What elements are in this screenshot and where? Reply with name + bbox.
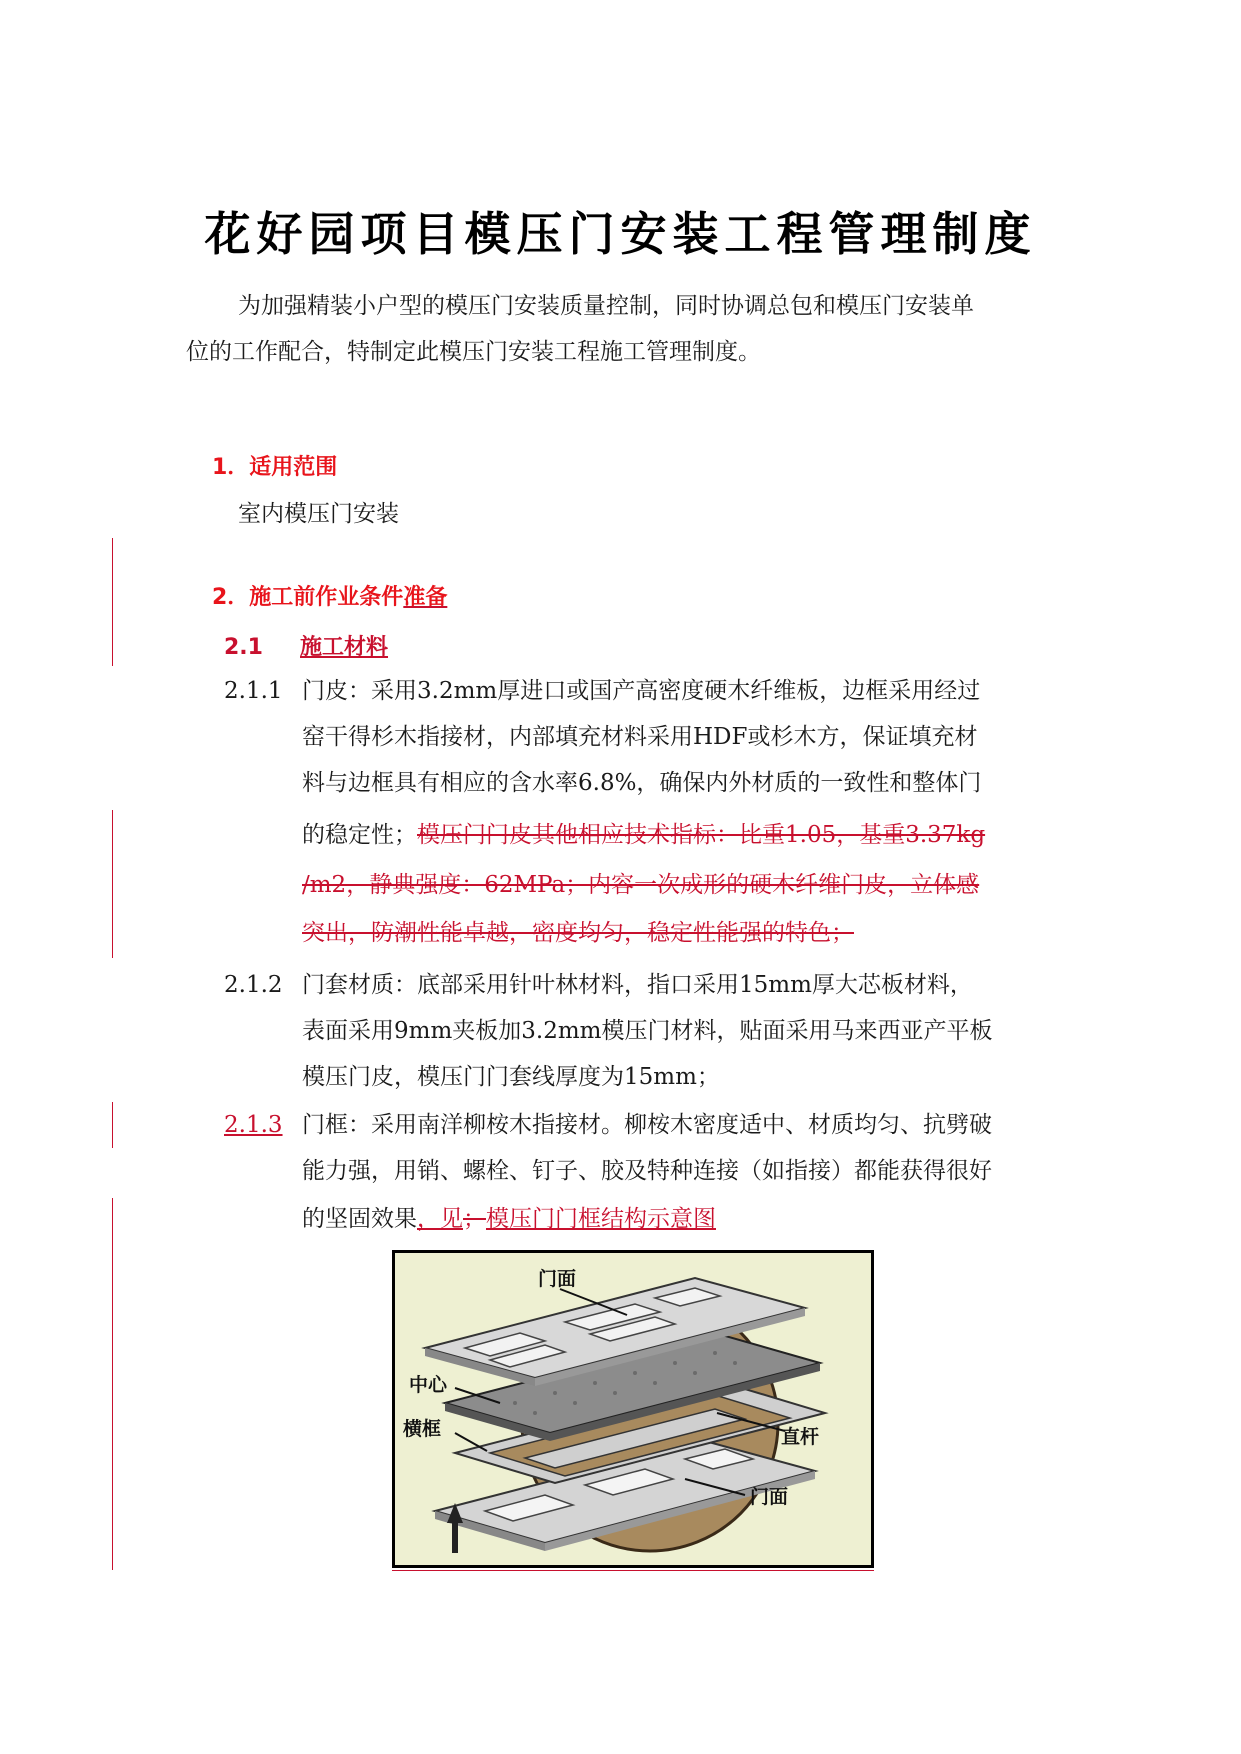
item-2-1-1-line-1 [224,668,980,714]
inserted-text: ，见 [417,1206,463,1232]
deleted-text: ； [463,1206,486,1232]
label-top-face: 门面 [538,1268,577,1290]
door-structure-diagram [395,1253,871,1565]
subsection-number: 2.1 [224,635,263,660]
item-2-1-3-line-2: 能力强，用销、螺栓、钉子、胶及特种连接（如指接）都能获得很好 [302,1158,992,1184]
change-bar [112,810,113,958]
item-2-1-2-line-1 [224,962,973,1008]
item-2-1-3-line-3 [302,1196,716,1242]
change-bar [112,1102,113,1148]
label-rail: 横框 [403,1418,442,1440]
label-core: 中心 [409,1374,448,1396]
label-stile: 直杆 [781,1426,820,1448]
section-1-heading: 1．适用范围 [212,455,338,480]
item-text: 的坚固效果 [302,1206,417,1232]
section-2-heading-inserted: 准备 [403,585,448,610]
item-text: 门框：采用南洋柳桉木指接材。柳桉木密度适中、材质均匀、抗劈破 [302,1112,992,1138]
item-number: 2.1.3 [224,1112,283,1138]
inserted-text: 模压门门框结构示意图 [486,1206,716,1232]
item-text: 门套材质：底部采用针叶林材料，指口采用15mm厚大芯板材料， [302,972,973,998]
item-2-1-1-line-6-deleted: 突出，防潮性能卓越，密度均匀，稳定性能强的特色； [302,920,854,946]
item-2-1-1-line-4 [302,812,985,858]
page-title: 花好园项目模压门安装工程管理制度 [204,207,1037,261]
item-2-1-1-line-3: 料与边框具有相应的含水率6.8%，确保内外材质的一致性和整体门 [302,770,982,796]
item-2-1-3-line-1 [224,1102,992,1148]
section-2-heading-text: 2．施工前作业条件 [212,585,404,610]
label-bottom-face: 门面 [750,1486,789,1508]
subsection-2-1-heading [224,630,388,661]
change-bar [112,538,113,666]
item-2-1-1-line-2: 窑干得杉木指接材，内部填充材料采用HDF或杉木方，保证填充材 [302,724,978,750]
item-number: 2.1.2 [224,972,283,998]
item-2-1-2-line-3: 模压门皮，模压门门套线厚度为15mm； [302,1064,720,1090]
item-number: 2.1.1 [224,678,283,704]
item-2-1-2-line-2: 表面采用9mm夹板加3.2mm模压门材料，贴面采用马来西亚产平板 [302,1018,993,1044]
intro-line-2: 位的工作配合，特制定此模压门安装工程施工管理制度。 [186,339,761,365]
door-structure-figure [392,1250,874,1568]
subsection-title: 施工材料 [300,635,389,660]
intro-line-1: 为加强精装小户型的模压门安装质量控制，同时协调总包和模压门安装单 [238,293,974,319]
figure-underline [392,1570,874,1571]
item-text: 门皮：采用3.2mm厚进口或国产高密度硬木纤维板，边框采用经过 [302,678,981,704]
change-bar [112,1198,113,1570]
item-2-1-1-line-5-deleted: /m2，静典强度：62MPa；内容一次成形的硬木纤维门皮，立体感 [302,872,980,898]
section-1-body: 室内模压门安装 [238,501,399,527]
item-text: 的稳定性； [302,822,417,848]
deleted-text: 模压门门皮其他相应技术指标：比重1.05，基重3.37kg [417,822,986,848]
section-2-heading [212,580,447,611]
